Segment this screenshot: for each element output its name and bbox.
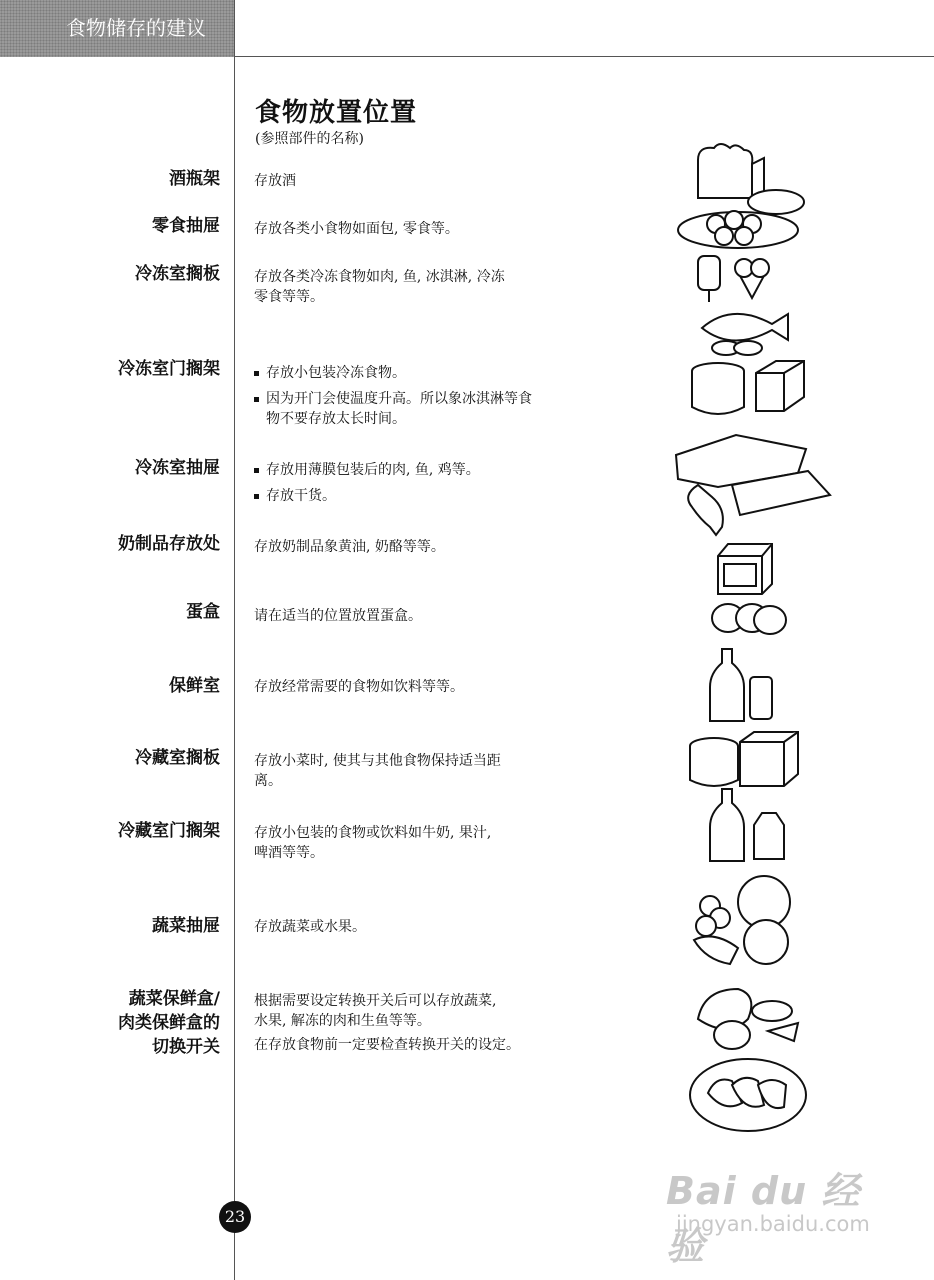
desc-line: 在存放食物前一定要检查转换开关的设定。 bbox=[254, 1037, 520, 1053]
desc-line: 离。 bbox=[254, 773, 282, 789]
page-subtitle: (参照部件的名称) bbox=[255, 131, 364, 147]
beverage-icon bbox=[708, 645, 788, 725]
desc-fridge-door-rack bbox=[254, 823, 584, 863]
desc-line: 水果, 解冻的肉和生鱼等等。 bbox=[254, 1013, 431, 1029]
label-switch-line3: 切换开关 bbox=[152, 1037, 220, 1057]
section-header-tab bbox=[0, 0, 234, 57]
wrapped-meat-icon bbox=[668, 425, 838, 540]
label-dairy-corner: 奶制品存放处 bbox=[118, 534, 220, 554]
desc-line: 啤酒等等。 bbox=[254, 845, 324, 861]
desc-wine-rack: 存放酒 bbox=[254, 173, 296, 189]
label-switch-line2: 肉类保鲜盒的 bbox=[118, 1013, 220, 1033]
desc-switch bbox=[254, 991, 584, 1055]
frozen-food-icon bbox=[690, 250, 810, 360]
meat-plate-icon bbox=[686, 1055, 811, 1135]
desc-fridge-shelf bbox=[254, 751, 584, 791]
bullet-line: 物不要存放太长时间。 bbox=[266, 411, 406, 427]
label-egg-box: 蛋盒 bbox=[186, 602, 220, 622]
label-freezer-drawer: 冷冻室抽屉 bbox=[135, 458, 220, 478]
desc-freezer-door-rack bbox=[254, 363, 584, 435]
desc-line: 零食等等。 bbox=[254, 289, 324, 305]
desc-line: 存放小菜时, 使其与其他食物保持适当距 bbox=[254, 753, 501, 769]
desc-freezer-shelf bbox=[254, 267, 584, 307]
bullet-line: 因为开门会使温度升高。所以象冰淇淋等食 bbox=[266, 391, 532, 407]
header-divider bbox=[234, 56, 934, 57]
bullet-item: 存放干货。 bbox=[254, 486, 584, 506]
label-fridge-shelf: 冷藏室搁板 bbox=[135, 748, 220, 768]
desc-vegetable-drawer: 存放蔬菜或水果。 bbox=[254, 919, 366, 935]
eggs-icon bbox=[706, 596, 791, 641]
vertical-divider bbox=[234, 0, 235, 1280]
label-fresh-compartment: 保鲜室 bbox=[169, 676, 220, 696]
label-switch-line1: 蔬菜保鲜盒/ bbox=[128, 989, 220, 1009]
section-title: 食物储存的建议 bbox=[66, 16, 206, 40]
desc-fresh-compartment: 存放经常需要的食物如饮料等等。 bbox=[254, 679, 464, 695]
butter-box-icon bbox=[712, 540, 777, 595]
desc-snack-drawer: 存放各类小食物如面包, 零食等。 bbox=[254, 221, 459, 237]
label-freezer-shelf: 冷冻室搁板 bbox=[135, 264, 220, 284]
label-wine-rack: 酒瓶架 bbox=[169, 169, 220, 189]
watermark-logo: Bai du 经验 bbox=[666, 1169, 861, 1268]
label-fridge-door-rack: 冷藏室门搁架 bbox=[118, 821, 220, 841]
desc-dairy-corner: 存放奶制品象黄油, 奶酪等等。 bbox=[254, 539, 445, 555]
desc-freezer-drawer bbox=[254, 460, 584, 512]
desc-line: 根据需要设定转换开关后可以存放蔬菜, bbox=[254, 993, 497, 1009]
bullet-item bbox=[254, 389, 584, 429]
page-number: 23 bbox=[219, 1201, 251, 1233]
vegetables-fish-icon bbox=[688, 975, 808, 1055]
desc-egg-box: 请在适当的位置放置蛋盒。 bbox=[254, 608, 422, 624]
page-title: 食物放置位置 bbox=[255, 98, 418, 128]
fruit-vegetable-icon bbox=[690, 870, 805, 975]
label-freezer-door-rack: 冷冻室门搁架 bbox=[118, 359, 220, 379]
milk-juice-icon bbox=[708, 785, 788, 865]
watermark bbox=[666, 1150, 896, 1268]
frozen-packs-icon bbox=[688, 355, 808, 420]
bullet-item: 存放小包装冷冻食物。 bbox=[254, 363, 584, 383]
bread-icon bbox=[668, 140, 818, 260]
desc-line: 存放小包装的食物或饮料如牛奶, 果汁, bbox=[254, 825, 492, 841]
label-vegetable-drawer: 蔬菜抽屉 bbox=[152, 916, 220, 936]
desc-line: 存放各类冷冻食物如肉, 鱼, 冰淇淋, 冷冻 bbox=[254, 269, 505, 285]
watermark-url: jingyan.baidu.com bbox=[676, 1212, 870, 1236]
bullet-item: 存放用薄膜包装后的肉, 鱼, 鸡等。 bbox=[254, 460, 584, 480]
label-snack-drawer: 零食抽屉 bbox=[152, 216, 220, 236]
